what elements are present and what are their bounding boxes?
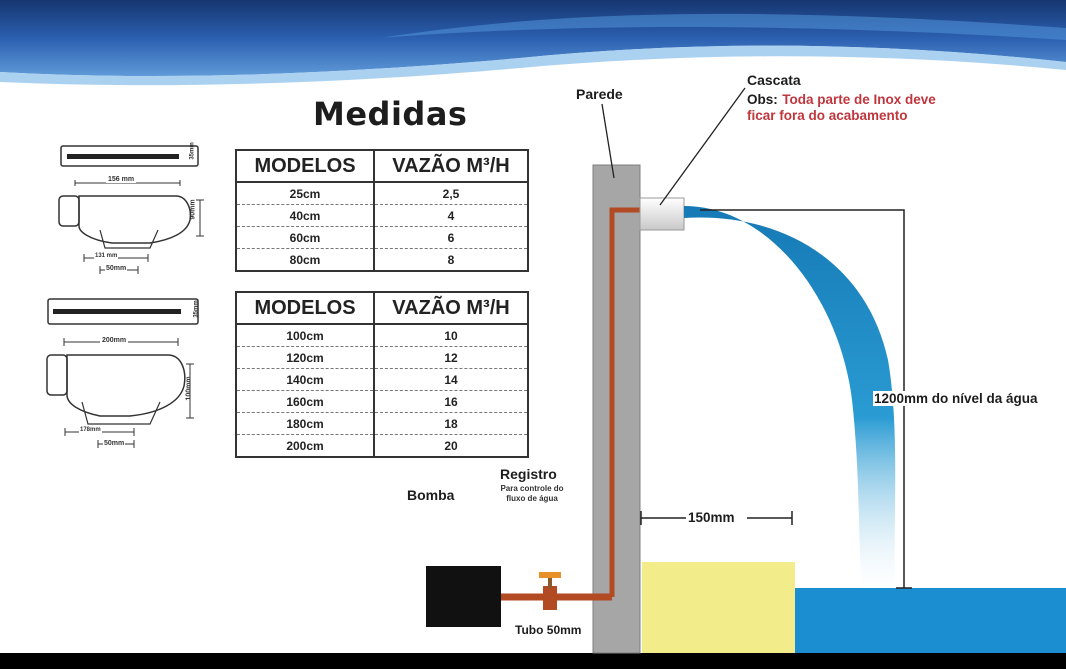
registro-label: Registro [500, 466, 557, 482]
table-row [236, 347, 528, 369]
bottom-bar [0, 653, 1066, 669]
obs-line-2: ficar fora do acabamento [747, 108, 908, 123]
finishing-block [642, 562, 795, 653]
pump [426, 566, 501, 627]
table-row [236, 205, 528, 227]
table-header-row [236, 150, 528, 182]
flow-cell: 6 [374, 227, 528, 249]
small-height-label: 90mm [189, 199, 197, 220]
height-label: 1200mm do nível da água [874, 391, 1038, 406]
small-depth-label: 35mm [189, 142, 196, 160]
pool-water [795, 588, 1066, 653]
model-cell: 80cm [236, 249, 374, 272]
flow-table-small [235, 149, 529, 272]
pump-label: Bomba [407, 487, 455, 503]
model-cell: 100cm [236, 324, 374, 347]
obs-note [747, 91, 936, 109]
table-header-row [236, 292, 528, 324]
header-banner [0, 0, 1066, 85]
wall [593, 165, 640, 653]
product-drawing-small [59, 146, 204, 274]
flow-header: VAZÃO M³/H [374, 150, 528, 182]
small-width-label: 156 mm [108, 176, 135, 183]
flow-cell: 14 [374, 369, 528, 391]
table-row [236, 413, 528, 435]
water-stream [684, 206, 895, 590]
cascade-label: Cascata [747, 72, 801, 88]
model-cell: 25cm [236, 182, 374, 205]
flow-cell: 8 [447, 252, 455, 267]
flow-cell: 12 [374, 347, 528, 369]
table-row [236, 324, 528, 347]
obs-line-1: Toda parte de Inox deve [782, 92, 936, 107]
table-row [236, 369, 528, 391]
pipe-label: Tubo 50mm [515, 623, 582, 637]
cascade-leader [660, 88, 745, 205]
flow-cell: 4 [374, 205, 528, 227]
flow-table-large [235, 291, 529, 458]
model-cell: 180cm [236, 413, 374, 435]
large-depth-label: 35mm [193, 300, 200, 318]
models-header: MODELOS [236, 292, 374, 324]
model-cell: 120cm [236, 347, 374, 369]
distance-label: 150mm [688, 510, 735, 525]
registro-sub-line-1: Para controle do [500, 484, 564, 493]
obs-prefix: Obs: [747, 92, 778, 107]
wall-label: Parede [576, 86, 623, 102]
large-width-label: 200mm [102, 337, 127, 344]
flow-cell: 18 [374, 413, 528, 435]
large-height-label: 100mm [185, 376, 193, 401]
product-drawing-large [47, 299, 198, 448]
flow-cell: 2,5 [374, 182, 528, 205]
table-row [236, 435, 528, 458]
model-cell: 40cm [236, 205, 374, 227]
flow-header: VAZÃO M³/H [374, 292, 528, 324]
flow-cell: 16 [374, 391, 528, 413]
flow-cell: 10 [374, 324, 528, 347]
valve [539, 572, 561, 610]
models-header: MODELOS [236, 150, 374, 182]
flow-cell: 20 [444, 438, 458, 453]
table-row [236, 391, 528, 413]
table-row [236, 227, 528, 249]
small-outlet-label: 50mm [106, 265, 127, 272]
model-cell: 200cm [236, 435, 374, 458]
small-inner-label: 131 mm [95, 253, 118, 259]
table-row [236, 249, 528, 272]
page-title: Medidas [313, 95, 468, 133]
model-cell: 140cm [236, 369, 374, 391]
registro-sub-line-2: fluxo de água [506, 494, 558, 503]
large-inner-label: 178mm [80, 427, 101, 433]
model-cell: 160cm [236, 391, 374, 413]
table-row [236, 182, 528, 205]
registro-sublabel [488, 484, 576, 504]
large-outlet-label: 50mm [104, 440, 125, 447]
model-cell: 60cm [236, 227, 374, 249]
